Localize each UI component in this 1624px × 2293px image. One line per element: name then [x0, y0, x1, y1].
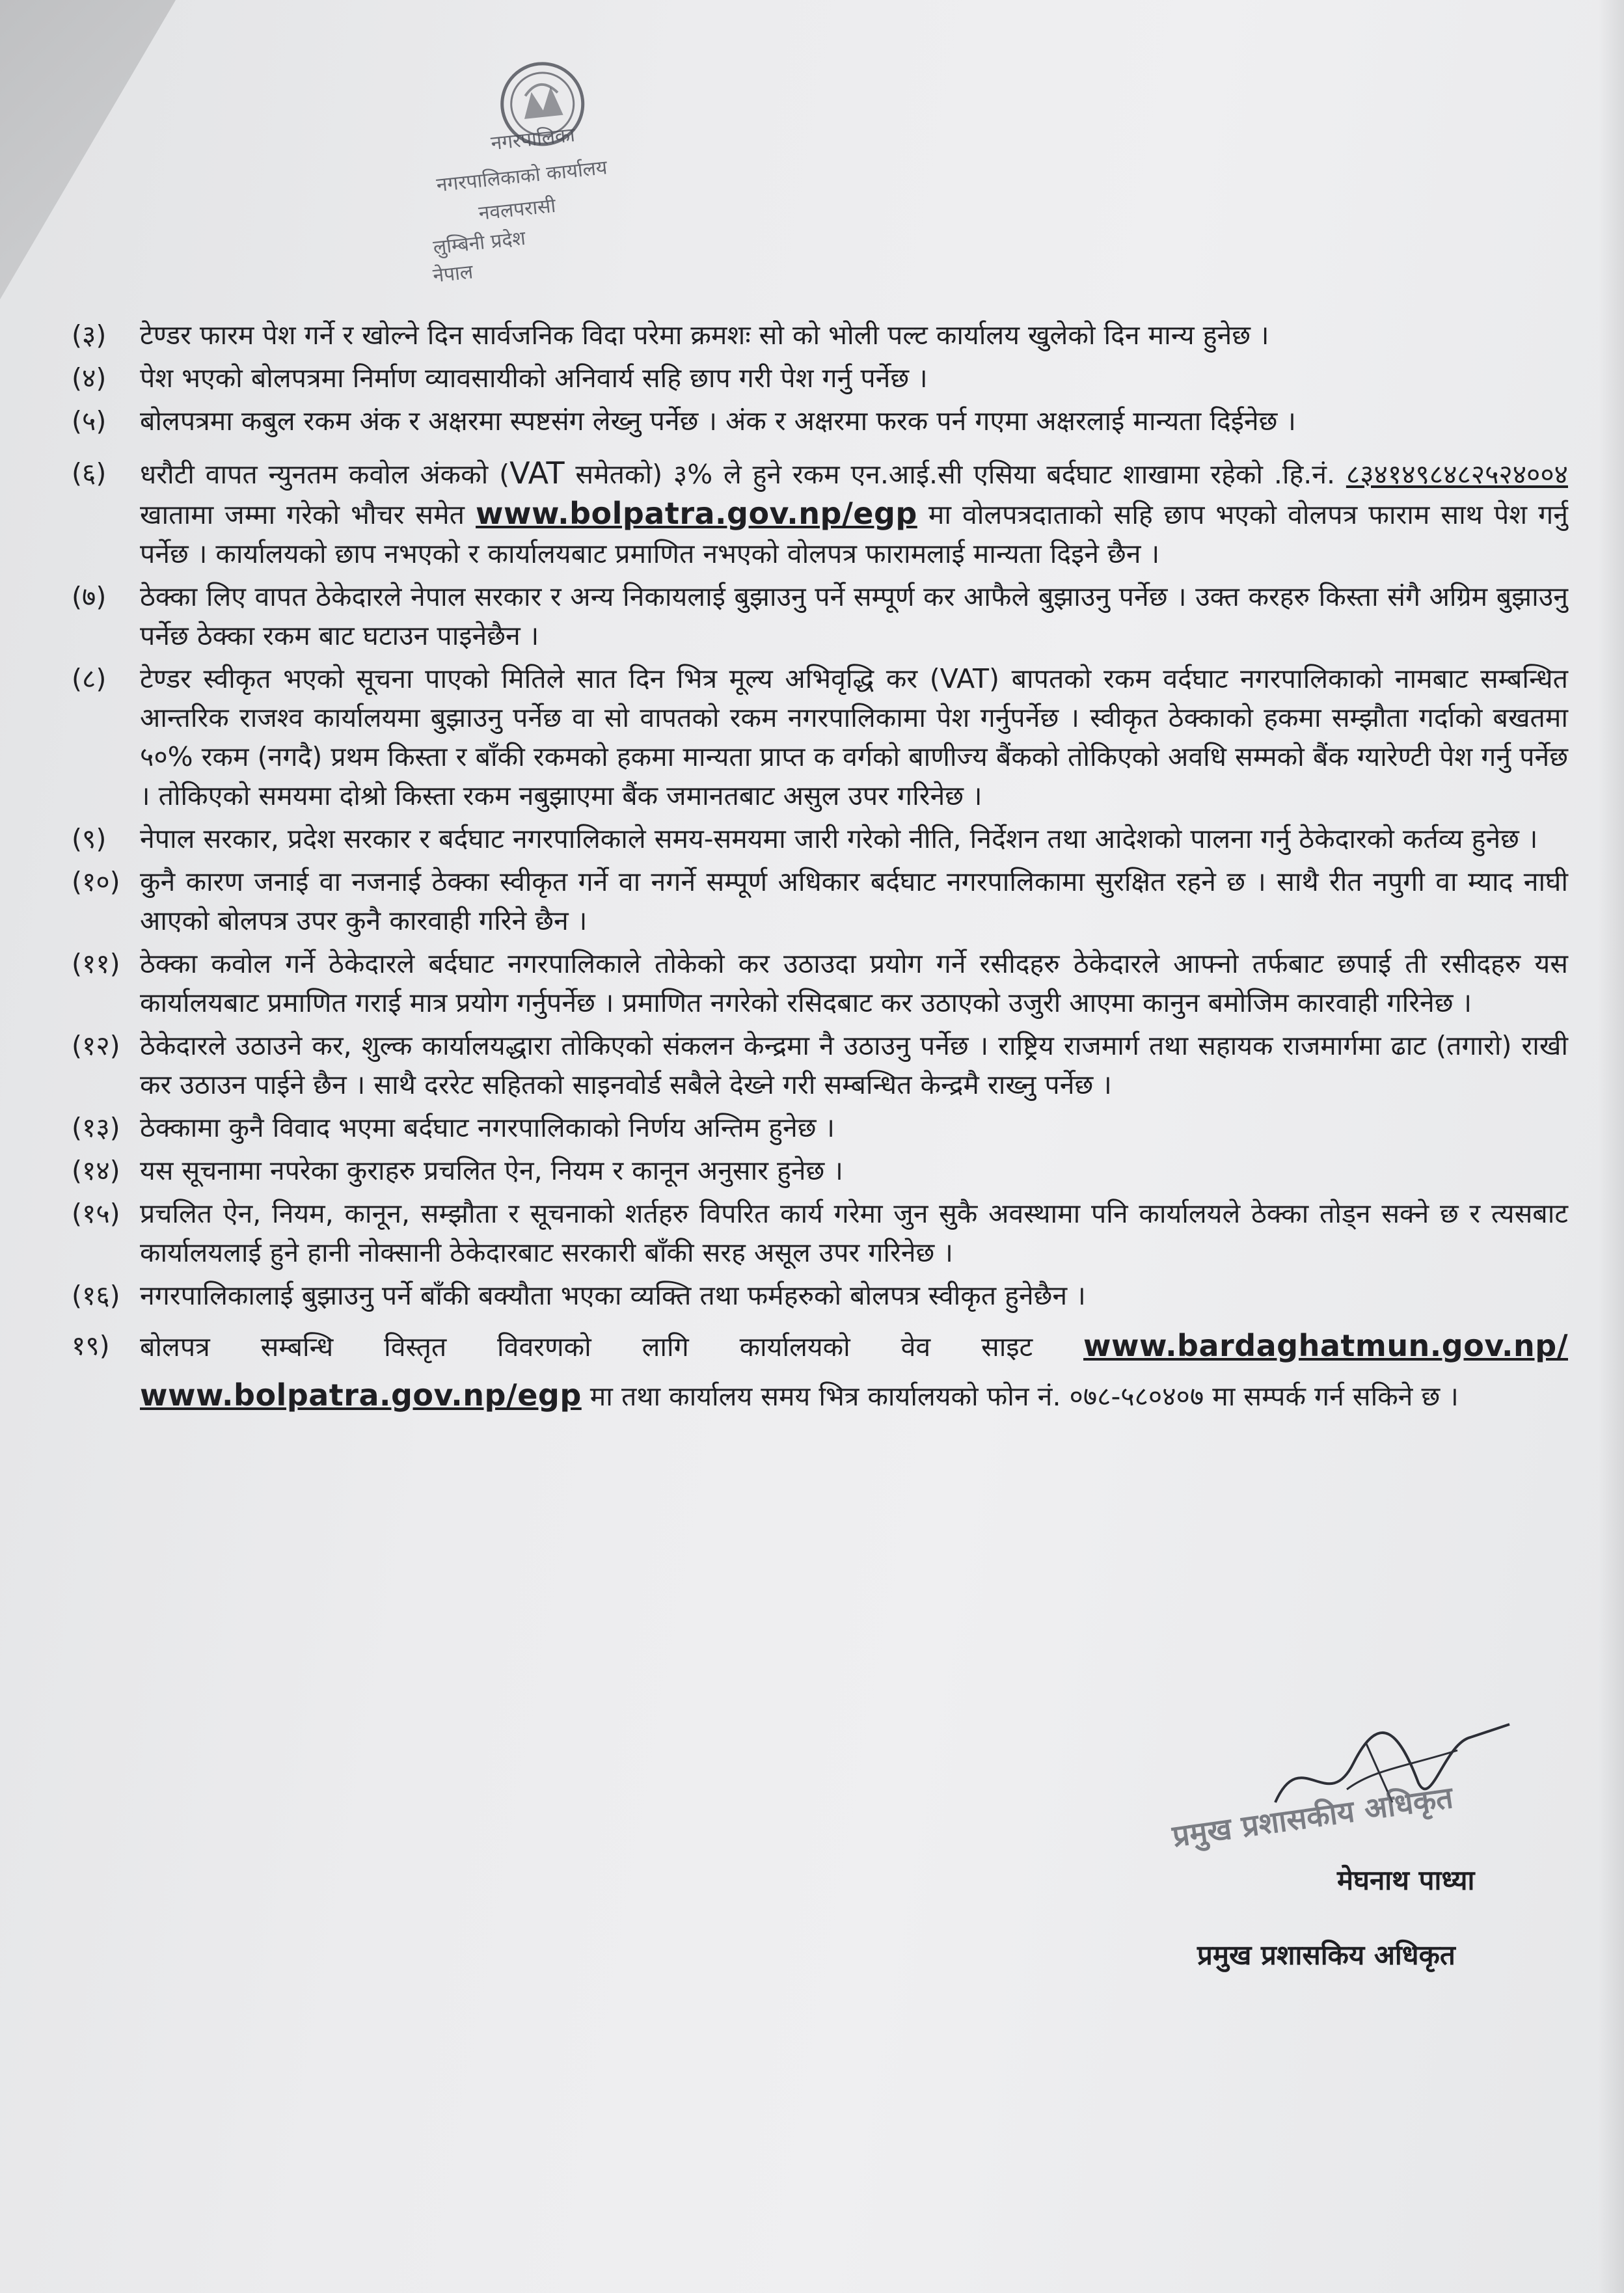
list-item — [72, 1151, 1568, 1190]
list-item — [72, 577, 1568, 655]
item-number: (१०) — [72, 866, 120, 897]
text-segment: धरौटी वापत न्युनतम कवोल अंकको ( — [140, 459, 510, 490]
item-number: (७) — [72, 581, 107, 612]
item-text — [140, 454, 1568, 573]
list-item — [72, 1194, 1568, 1272]
item-number: (९) — [72, 823, 107, 854]
list-item — [72, 862, 1568, 940]
seal-line: लुम्बिनी प्रदेश — [432, 226, 527, 260]
signer-name: मेघनाथ पाध्या — [1337, 1864, 1475, 1896]
item-number: (११) — [72, 948, 120, 979]
item-text — [140, 1322, 1568, 1420]
item-text: ठेक्का कवोल गर्ने ठेकेदारले बर्दघाट नगरपालिकाले तोकेको कर उठाउदा प्रयोग गर्ने रसीदहरु ठेकेदारले आफ्नो तर्फबाट छपाई ती रसीदहरु यस कार्यालयबाट प्रमाणित गराई मात्र प्रयोग गर्नुपर्नेछ । प्रमाणित नगरेको रसिदबाट कर उठाएको उजुरी आएमा कानुन बमोजिम कारवाही गरिनेछ । — [140, 948, 1568, 1018]
list-item — [72, 359, 1568, 398]
item-number: (४) — [72, 362, 107, 394]
bolpatra-link[interactable]: www.bolpatra.gov.np/egp — [476, 496, 917, 531]
text-segment: खातामा जम्मा गरेको भौचर समेत — [140, 499, 476, 530]
text-segment: बोलपत्र सम्बन्धि विस्तृत विवरणको लागि कार्यालयको वेव साइट — [140, 1331, 1084, 1363]
item-number: १९) — [72, 1330, 110, 1361]
list-item — [72, 454, 1568, 573]
item-text: टेण्डर फारम पेश गर्ने र खोल्ने दिन सार्वजनिक विदा परेमा क्रमशः सो को भोली पल्ट कार्यालय खुलेको दिन मान्य हुनेछ । — [140, 319, 1269, 351]
list-item — [72, 1108, 1568, 1147]
item-text: यस सूचनामा नपरेका कुराहरु प्रचलित ऐन, नियम र कानून अनुसार हुनेछ । — [140, 1155, 843, 1186]
item-text: पेश भएको बोलपत्रमा निर्माण व्यावसायीको अनिवार्य सहि छाप गरी पेश गर्नु पर्नेछ । — [140, 362, 928, 394]
account-number: ८३४१४९८४८२५२४००४ — [1346, 459, 1568, 490]
signer-title: प्रमुख प्रशासकिय अधिकृत — [1197, 1939, 1455, 1971]
seal-line: नगरपालिकाको कार्यालय — [435, 156, 608, 197]
item-number: (३) — [72, 319, 107, 351]
item-text: नगरपालिकालाई बुझाउनु पर्ने बाँकी बक्यौता भएका व्यक्ति तथा फर्महरुको बोलपत्र स्वीकृत हुनेछैन । — [140, 1280, 1086, 1311]
list-item — [72, 1276, 1568, 1315]
item-text: बोलपत्रमा कबुल रकम अंक र अक्षरमा स्पष्टसंग लेख्नु पर्नेछ । अंक र अक्षरमा फरक पर्न गएमा अक्षरलाई मान्यता दिईनेछ । — [140, 405, 1296, 437]
text-segment: मा वोलपत्रदाताको सहि छाप भएको वोलपत्र फाराम साथ पेश गर्नु पर्नेछ । कार्यालयको छाप नभएको र कार्यालयबाट प्रमाणित नभएको वोलपत्र फारामलाई मान्यता दिइने छैन । — [140, 499, 1568, 569]
item-number: (६) — [72, 457, 107, 489]
item-number: (८) — [72, 663, 107, 694]
item-number: (१२) — [72, 1030, 120, 1061]
list-item — [72, 944, 1568, 1022]
page-edge-shadow — [1598, 0, 1624, 2293]
list-item — [72, 1026, 1568, 1104]
bolpatra-link[interactable]: www.bolpatra.gov.np/egp — [140, 1377, 582, 1413]
item-number: (१५) — [72, 1198, 120, 1229]
item-number: (१३) — [72, 1112, 120, 1143]
item-text: ठेक्कामा कुनै विवाद भएमा बर्दघाट नगरपालिकाको निर्णय अन्तिम हुनेछ । — [140, 1112, 835, 1143]
office-seal — [379, 46, 649, 305]
item-number: (१४) — [72, 1155, 120, 1186]
list-item — [72, 659, 1568, 815]
seal-line: नगरपालिका — [489, 123, 576, 156]
list-item — [72, 316, 1568, 355]
designation-stamp: प्रमुख प्रशासकीय अधिकृत — [1170, 1780, 1455, 1854]
item-number: (५) — [72, 405, 107, 437]
item-text: ठेक्का लिए वापत ठेकेदारले नेपाल सरकार र अन्य निकायलाई बुझाउनु पर्ने सम्पूर्ण कर आफैले बुझाउनु पर्नेछ । उक्त करहरु किस्ता संगै अग्रिम बुझाउनु पर्नेछ ठेक्का रकम बाट घटाउन पाइनेछैन । — [140, 581, 1568, 651]
item-text: ठेकेदारले उठाउने कर, शुल्क कार्यालयद्धारा तोकिएको संकलन केन्द्रमा नै उठाउनु पर्नेछ । राष्ट्रिय राजमार्ग तथा सहायक राजमार्गमा ढाट (तगारो) राखी कर उठाउन पाईने छैन । साथै दररेट सहितको साइनवोर्ड सबैले देख्ने गरी सम्बन्धित केन्द्रमै राख्नु पर्नेछ । — [140, 1030, 1568, 1100]
seal-line: नवलपरासी — [477, 194, 557, 225]
text-segment: समेतको) ३% ले हुने रकम एन.आई.सी एसिया बर्दघाट शाखामा रहेको .हि.नं. — [564, 459, 1346, 490]
bardaghat-website-link[interactable]: www.bardaghatmun.gov.np/ — [1083, 1328, 1568, 1363]
item-text: टेण्डर स्वीकृत भएको सूचना पाएको मितिले सात दिन भित्र मूल्य अभिवृद्धि कर (VAT) बापतको रकम वर्दघाट नगरपालिकाको नामबाट सम्बन्धित आन्तरिक राजश्व कार्यालयमा बुझाउनु पर्नेछ वा सो वापतको रकम नगरपालिकामा पेश गर्नुपर्नेछ । स्वीकृत ठेक्काको हकमा सम्झौता गर्दाको बखतमा ५०% रकम (नगदै) प्रथम किस्ता र बाँकी रकमको हकमा मान्यता प्राप्त क वर्गको बाणीज्य बैंकको तोकिएको अवधि सम्मको बैंक ग्यारेण्टी पेश गर्नु पर्नेछ । तोकिएको समयमा दोश्रो किस्ता रकम नबुझाएमा बैंक जमानतबाट असुल उपर गरिनेछ । — [140, 663, 1568, 811]
notice-body — [72, 316, 1568, 1424]
item-text: प्रचलित ऐन, नियम, कानून, सम्झौता र सूचनाको शर्तहरु विपरित कार्य गरेमा जुन सुकै अवस्थामा पनि कार्यालयले ठेक्का तोड्न सक्ने छ र त्यसबाट कार्यालयलाई हुने हानी नोक्सानी ठेकेदारबाट सरकारी बाँकी सरह असूल उपर गरिनेछ । — [140, 1198, 1568, 1268]
list-item — [72, 1322, 1568, 1420]
list-item — [72, 401, 1568, 441]
list-item — [72, 819, 1568, 858]
seal-line: नेपाल — [431, 260, 474, 288]
vat-label: VAT — [509, 455, 565, 491]
item-text: नेपाल सरकार, प्रदेश सरकार र बर्दघाट नगरपालिकाले समय-समयमा जारी गरेको नीति, निर्देशन तथा आदेशको पालना गर्नु ठेकेदारको कर्तव्य हुनेछ । — [140, 823, 1538, 854]
item-number: (१६) — [72, 1280, 120, 1311]
text-segment: मा तथा कार्यालय समय भित्र कार्यालयको फोन नं. ०७८-५८०४०७ मा सम्पर्क गर्न सकिने छ । — [581, 1381, 1459, 1412]
item-text: कुनै कारण जनाई वा नजनाई ठेक्का स्वीकृत गर्ने वा नगर्ने सम्पूर्ण अधिकार बर्दघाट नगरपालिकामा सुरक्षित रहने छ । साथै रीत नपुगी वा म्याद नाघी आएको बोलपत्र उपर कुनै कारवाही गरिने छैन । — [140, 866, 1568, 936]
